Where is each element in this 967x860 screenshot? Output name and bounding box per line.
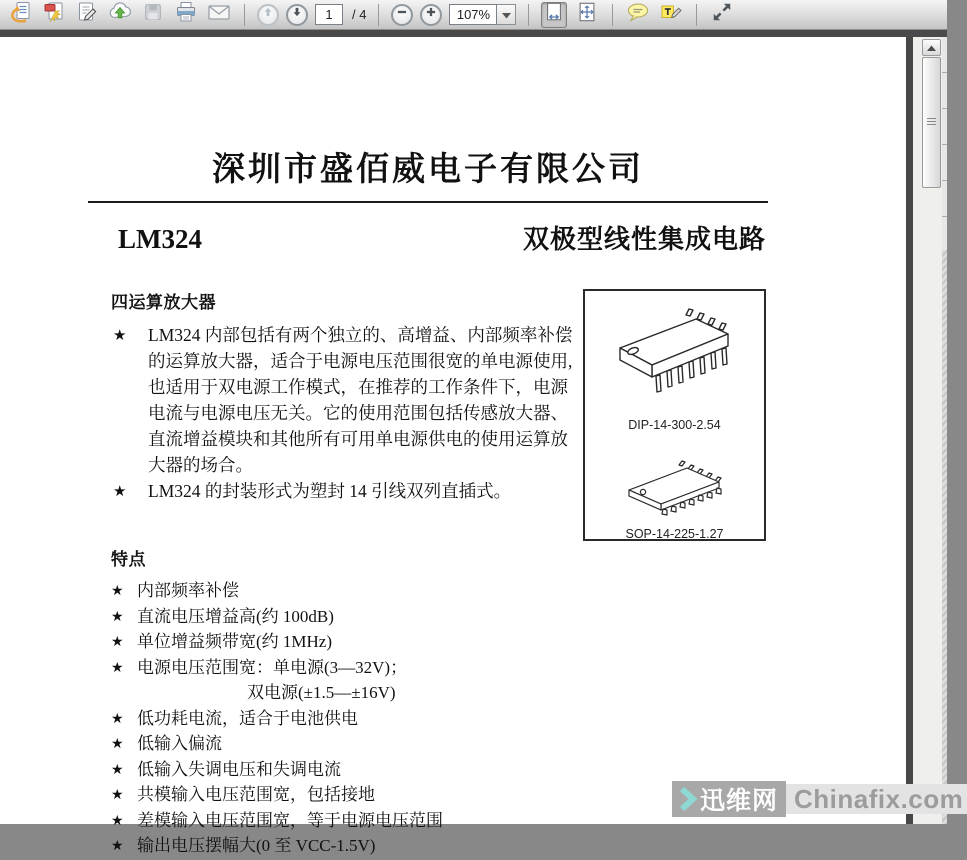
toolbar-separator bbox=[378, 4, 379, 26]
star-bullet-icon: ★ bbox=[113, 326, 127, 344]
feature-item bbox=[111, 808, 591, 834]
intro-line: LM324 的封装形式为塑封 14 引线双列直插式。 bbox=[148, 481, 512, 501]
feature-text: 输出电压摆幅大(0 至 VCC-1.5V) bbox=[137, 836, 376, 855]
intro-bullet-2 bbox=[111, 478, 586, 504]
intro-line: 的运算放大器，适合于电源电压范围很宽的单电源使用, bbox=[148, 351, 573, 371]
intro-line: LM324 内部包括有两个独立的、高增益、内部频率补偿 bbox=[148, 325, 573, 345]
scrollbar-thumb[interactable] bbox=[922, 57, 941, 188]
feature-item bbox=[111, 629, 591, 655]
header-rule bbox=[88, 201, 768, 203]
scrollbar-grip bbox=[927, 118, 936, 126]
save-button[interactable] bbox=[140, 2, 166, 28]
star-bullet-icon: ★ bbox=[111, 736, 124, 752]
sign-document-button[interactable] bbox=[74, 2, 100, 28]
feature-text: 低输入失调电压和失调电流 bbox=[137, 759, 341, 779]
star-bullet-icon: ★ bbox=[111, 787, 124, 803]
vertical-scrollbar[interactable] bbox=[913, 37, 942, 824]
upload-cloud-icon bbox=[107, 0, 133, 29]
feature-text: 低功耗电流，适合于电池供电 bbox=[137, 708, 358, 728]
background-grid-cells bbox=[942, 37, 947, 250]
add-comment-button[interactable] bbox=[625, 2, 651, 28]
previous-page-button[interactable] bbox=[257, 4, 279, 26]
toolbar-separator bbox=[612, 4, 613, 26]
plus-icon bbox=[424, 5, 438, 24]
envelope-icon bbox=[206, 0, 232, 29]
diagonal-arrows-icon bbox=[711, 1, 733, 28]
text-annotation-button[interactable] bbox=[658, 2, 684, 28]
fit-width-button[interactable] bbox=[541, 2, 567, 28]
toolbar-separator bbox=[696, 4, 697, 26]
next-page-button[interactable] bbox=[286, 4, 308, 26]
category-title: 双极型线性集成电路 bbox=[522, 225, 766, 254]
scroll-up-button[interactable] bbox=[922, 39, 941, 56]
minus-icon bbox=[395, 5, 409, 24]
feature-item bbox=[111, 578, 591, 604]
fit-width-icon bbox=[543, 1, 565, 28]
feature-item bbox=[111, 655, 591, 681]
feature-item bbox=[111, 833, 591, 859]
intro-bullet-1 bbox=[111, 322, 586, 478]
company-title: 深圳市盛佰威电子有限公司 bbox=[212, 152, 644, 188]
star-bullet-icon: ★ bbox=[111, 761, 124, 778]
watermark-site-name: 迅维网 bbox=[700, 787, 779, 815]
intro-line: 也适用于双电源工作模式，在推荐的工作条件下，电源 bbox=[148, 377, 568, 397]
zoom-in-button[interactable] bbox=[420, 4, 442, 26]
star-bullet-icon: ★ bbox=[111, 634, 124, 650]
zoom-level-value[interactable]: 107% bbox=[449, 4, 497, 25]
create-pdf-icon bbox=[42, 0, 66, 29]
print-button[interactable] bbox=[173, 2, 199, 28]
feature-text: 直流电压增益高(约 100dB) bbox=[137, 606, 334, 626]
page-number-input[interactable] bbox=[315, 4, 343, 25]
comment-bubble-icon bbox=[625, 0, 651, 29]
feature-text: 内部频率补偿 bbox=[137, 581, 239, 600]
watermark-badge bbox=[672, 781, 786, 817]
features-section bbox=[111, 545, 591, 859]
toolbar-separator bbox=[244, 4, 245, 26]
watermark-domain: Chinafix.com bbox=[786, 784, 967, 814]
sop-package-drawing bbox=[615, 456, 735, 523]
star-bullet-icon: ★ bbox=[113, 482, 127, 500]
chevron-right-icon bbox=[679, 787, 697, 811]
feature-subitem: 双电源(±1.5—±16V) bbox=[247, 683, 396, 702]
background-window-sliver bbox=[942, 37, 947, 824]
intro-line: 电流与电源电压无关。它的使用范围包括传感放大器、 bbox=[148, 403, 568, 423]
text-annotation-icon bbox=[658, 0, 684, 29]
upload-cloud-button[interactable] bbox=[107, 2, 133, 28]
chinafix-watermark bbox=[672, 781, 964, 817]
fit-page-button[interactable] bbox=[574, 2, 600, 28]
open-file-icon bbox=[9, 0, 33, 29]
intro-line: 直流增益模块和其他所有可用单电源供电的使用运算放 bbox=[148, 429, 568, 449]
feature-item bbox=[111, 731, 591, 757]
chevron-down-icon bbox=[502, 6, 511, 24]
page-total-label: / 4 bbox=[352, 7, 367, 22]
star-bullet-icon: ★ bbox=[111, 659, 124, 676]
section-heading: 四运算放大器 bbox=[111, 293, 216, 312]
sop-package-label: SOP-14-225-1.27 bbox=[625, 527, 724, 541]
feature-text: 电源电压范围宽：单电源(3—32V)； bbox=[137, 657, 408, 677]
viewport-top-edge bbox=[0, 30, 947, 37]
fullscreen-button[interactable] bbox=[709, 2, 735, 28]
open-file-button[interactable] bbox=[8, 2, 34, 28]
feature-item bbox=[111, 782, 591, 808]
feature-item bbox=[111, 757, 591, 783]
zoom-out-button[interactable] bbox=[391, 4, 413, 26]
dip-package-drawing bbox=[600, 307, 750, 416]
email-button[interactable] bbox=[206, 2, 232, 28]
subheader bbox=[88, 219, 768, 256]
sign-pencil-icon bbox=[75, 0, 99, 29]
star-bullet-icon: ★ bbox=[111, 838, 124, 854]
save-floppy-icon bbox=[142, 1, 164, 28]
feature-text: 低输入偏流 bbox=[137, 734, 222, 753]
triangle-up-icon bbox=[927, 39, 936, 57]
intro-line: 大器的场合。 bbox=[148, 455, 253, 475]
dip-package-label: DIP-14-300-2.54 bbox=[628, 418, 721, 432]
zoom-dropdown-button[interactable] bbox=[497, 4, 516, 25]
create-pdf-button[interactable] bbox=[41, 2, 67, 28]
description-section bbox=[111, 288, 586, 504]
toolbar bbox=[0, 0, 947, 30]
feature-item bbox=[111, 604, 591, 630]
package-drawings-box bbox=[583, 289, 766, 541]
arrow-down-icon bbox=[290, 5, 304, 24]
background-hatch-pattern bbox=[942, 250, 947, 824]
feature-text: 单位增益频带宽(约 1MHz) bbox=[137, 632, 333, 651]
part-number: LM324 bbox=[118, 224, 202, 254]
arrow-up-icon bbox=[261, 5, 275, 24]
zoom-level-combo[interactable] bbox=[449, 4, 516, 25]
section-heading: 特点 bbox=[111, 550, 146, 569]
feature-text: 共模输入电压范围宽，包括接地 bbox=[137, 785, 375, 804]
pdf-page bbox=[0, 37, 906, 855]
printer-icon bbox=[174, 0, 198, 29]
viewport-right-edge bbox=[906, 37, 913, 824]
feature-item bbox=[111, 706, 591, 732]
star-bullet-icon: ★ bbox=[111, 710, 124, 727]
star-bullet-icon: ★ bbox=[111, 608, 124, 625]
feature-text: 差模输入电压范围宽，等于电源电压范围 bbox=[137, 810, 443, 830]
toolbar-separator bbox=[528, 4, 529, 26]
fit-page-icon bbox=[576, 1, 598, 28]
star-bullet-icon: ★ bbox=[111, 583, 124, 599]
star-bullet-icon: ★ bbox=[111, 812, 124, 829]
